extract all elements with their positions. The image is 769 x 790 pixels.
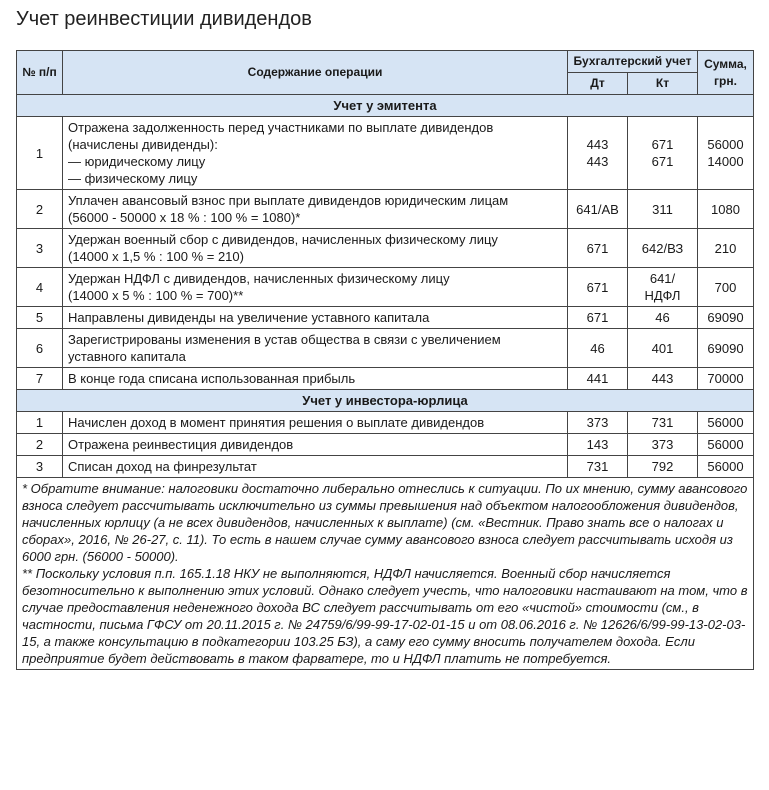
debit-cell: 441 xyxy=(568,368,628,390)
credit-line: НДФЛ xyxy=(644,288,681,303)
table-row xyxy=(17,268,754,307)
operation-line: уставного капитала xyxy=(68,349,186,364)
operation-cell xyxy=(63,229,568,268)
footnotes xyxy=(17,478,754,670)
row-number: 3 xyxy=(17,456,63,478)
notes-row xyxy=(17,478,754,670)
table-row xyxy=(17,190,754,229)
row-number: 7 xyxy=(17,368,63,390)
credit-line: 641/ xyxy=(649,271,676,286)
section-investor: Учет у инвестора-юрлица xyxy=(17,390,754,412)
credit-cell: 46 xyxy=(628,307,698,329)
table-row xyxy=(17,307,754,329)
operation-cell xyxy=(63,190,568,229)
table-row xyxy=(17,412,754,434)
table-row xyxy=(17,434,754,456)
debit-cell: 143 xyxy=(568,434,628,456)
row-number: 5 xyxy=(17,307,63,329)
footnote-1: * Обратите внимание: налоговики достаточно либерально отнеслись к ситуации. По их мнению, сумму авансового взноса следует рассчитывать исключительно из суммы превышения над объектом налогообложения дивидендов, начисленных юрлицу (а не всех дивидендов, начисленных к выплате) (см. «Вестник. Право знать все о налогах и сборах», 2016, № 26-27, с. 11). То есть в нашем случае сумму авансового взноса следует рассчитывать исходя из 6000 грн. (56000 - 50000). xyxy=(22,481,748,564)
header-dt: Дт xyxy=(568,73,628,95)
debit-line: 443 xyxy=(586,154,609,169)
credit-cell: 642/ВЗ xyxy=(628,229,698,268)
table-row xyxy=(17,229,754,268)
page-title: Учет реинвестиции дивидендов xyxy=(16,8,312,30)
operation-line: — физическому лицу xyxy=(68,171,198,186)
debit-cell xyxy=(568,117,628,190)
operation-cell xyxy=(63,307,568,329)
credit-cell xyxy=(628,268,698,307)
credit-cell xyxy=(628,117,698,190)
sum-line: 14000 xyxy=(707,154,744,169)
sum-cell: 56000 xyxy=(698,456,754,478)
operation-cell: Начислен доход в момент принятия решения о выплате дивидендов xyxy=(63,412,568,434)
row-number: 2 xyxy=(17,434,63,456)
sum-cell xyxy=(698,117,754,190)
sum-cell: 70000 xyxy=(698,368,754,390)
operation-cell: Отражена реинвестиция дивидендов xyxy=(63,434,568,456)
sum-cell: 700 xyxy=(698,268,754,307)
accounting-table xyxy=(16,50,754,670)
section-row-issuer xyxy=(17,95,754,117)
debit-cell: 671 xyxy=(568,229,628,268)
debit-cell: 731 xyxy=(568,456,628,478)
sum-cell: 210 xyxy=(698,229,754,268)
operation-line: — юридическому лицу xyxy=(68,154,206,169)
row-number: 1 xyxy=(17,117,63,190)
sum-cell: 69090 xyxy=(698,329,754,368)
row-number: 6 xyxy=(17,329,63,368)
footnote-2: ** Поскольку условия п.п. 165.1.18 НКУ не выполняются, НДФЛ начисляется. Военный сбор начисляется безотносительно к выполнению этих условий. Однако следует учесть, что налоговики настаивают на том, что в случае предоставления неденежного дохода ВС следует рассчитывать от его «чистой» стоимости (см., в частности, письма ГФСУ от 20.11.2015 г. № 24759/6/99-99-17-02-01-15 и от 08.06.2016 г. № 12626/6/99-99-13-02-03-15, а также консультацию в подкатегории 103.25 БЗ), а саму его сумму вносить получателем дохода. Если предприятие будет действовать в таком фарватере, то и НДФЛ платить не потребуется. xyxy=(22,566,748,666)
operation-cell xyxy=(63,329,568,368)
debit-cell: 671 xyxy=(568,268,628,307)
sum-cell: 69090 xyxy=(698,307,754,329)
credit-cell: 792 xyxy=(628,456,698,478)
credit-cell: 443 xyxy=(628,368,698,390)
operation-line: Уплачен авансовый взнос при выплате дивидендов юридическим лицам xyxy=(68,193,509,208)
credit-cell: 311 xyxy=(628,190,698,229)
operation-line: Удержан военный сбор с дивидендов, начисленных физическому лицу xyxy=(68,232,498,247)
debit-cell: 46 xyxy=(568,329,628,368)
credit-cell: 373 xyxy=(628,434,698,456)
header-num: № п/п xyxy=(17,51,63,95)
row-number: 4 xyxy=(17,268,63,307)
section-row-investor xyxy=(17,390,754,412)
row-number: 3 xyxy=(17,229,63,268)
operation-line: (14000 х 5 % : 100 % = 700)** xyxy=(68,288,244,303)
debit-cell: 641/АВ xyxy=(568,190,628,229)
operation-line: В конце года списана использованная прибыль xyxy=(68,371,356,386)
credit-line: 671 xyxy=(651,154,674,169)
operation-line: (56000 - 50000 х 18 % : 100 % = 1080)* xyxy=(68,210,301,225)
table-row xyxy=(17,117,754,190)
operation-cell xyxy=(63,117,568,190)
operation-line: Зарегистрированы изменения в устав общества в связи с увеличением xyxy=(68,332,501,347)
operation-line: Отражена задолженность перед участниками по выплате дивидендов xyxy=(68,120,494,135)
row-number: 2 xyxy=(17,190,63,229)
section-issuer: Учет у эмитента xyxy=(17,95,754,117)
debit-cell: 671 xyxy=(568,307,628,329)
table-row xyxy=(17,456,754,478)
debit-line: 443 xyxy=(586,137,609,152)
sum-cell: 56000 xyxy=(698,412,754,434)
header-sum: Сумма, грн. xyxy=(698,51,754,95)
credit-cell: 731 xyxy=(628,412,698,434)
debit-cell: 373 xyxy=(568,412,628,434)
operation-cell: Списан доход на финрезультат xyxy=(63,456,568,478)
operation-line: (начислены дивиденды): xyxy=(68,137,218,152)
header-accounting: Бухгалтерский учет xyxy=(568,51,698,73)
operation-line: Направлены дивиденды на увеличение уставного капитала xyxy=(68,310,430,325)
sum-cell: 1080 xyxy=(698,190,754,229)
row-number: 1 xyxy=(17,412,63,434)
operation-line: (14000 х 1,5 % : 100 % = 210) xyxy=(68,249,244,264)
credit-cell: 401 xyxy=(628,329,698,368)
table-row xyxy=(17,329,754,368)
table-row xyxy=(17,368,754,390)
sum-cell: 56000 xyxy=(698,434,754,456)
credit-line: 671 xyxy=(651,137,674,152)
operation-cell xyxy=(63,268,568,307)
sum-line: 56000 xyxy=(707,137,744,152)
header-row-1 xyxy=(17,51,754,73)
operation-cell xyxy=(63,368,568,390)
header-kt: Кт xyxy=(628,73,698,95)
operation-line: Удержан НДФЛ с дивидендов, начисленных физическому лицу xyxy=(68,271,450,286)
header-content: Содержание операции xyxy=(63,51,568,95)
